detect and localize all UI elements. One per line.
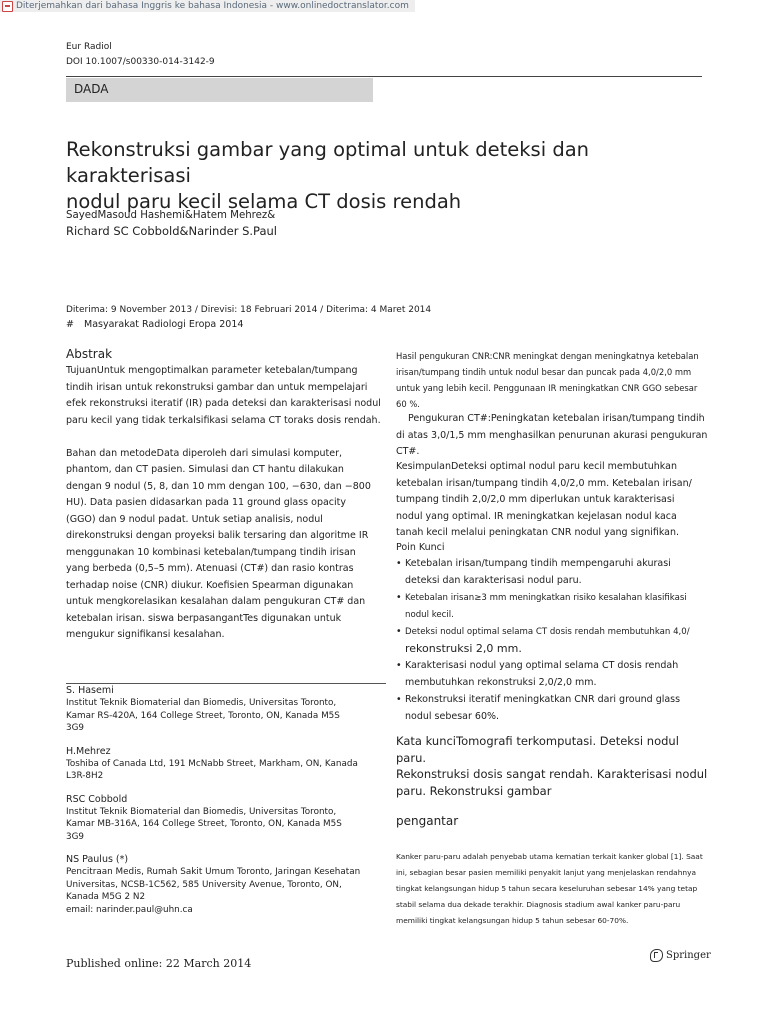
abstract-line: TujuanUntuk mengoptimalkan parameter ketebalan/tumpang (66, 365, 358, 376)
keywords-line: Rekonstruksi dosis sangat rendah. Karakterisasi nodul (396, 767, 708, 781)
intro-paragraph (396, 849, 708, 929)
results-line: untuk yang lebih kecil. Penggunaan IR meningkatkan CNR GGO sebesar (396, 383, 698, 393)
abstract-line (66, 429, 386, 446)
keywords-line: Kata kunciTomografi terkomputasi. Deteksi nodul paru. (396, 734, 679, 765)
authors-line: SayedMasoud Hashemi&Hatem Mehrez& (66, 210, 276, 221)
affiliation-line: Institut Teknik Biomaterial dan Biomedis, Universitas Toronto, (66, 806, 337, 817)
dates-line: Diterima: 9 November 2013 / Direvisi: 18 Februari 2014 / Diterima: 4 Maret 2014 (66, 305, 432, 315)
intro-line: Kanker paru-paru adalah penyebab utama kematian terkait kanker global [1]. Saat (396, 852, 703, 861)
conclusion-line: nodul yang optimal. IR meningkatkan kejelasan nodul kaca (396, 510, 677, 522)
key-point-line: rekonstruksi 2,0 mm. (405, 641, 522, 655)
abstract-line: yang berbeda (0,5–5 mm). Atenuasi (CT#) dan rasio kontras (66, 563, 354, 574)
email-line: email: narinder.paul@uhn.ca (66, 904, 193, 915)
affiliation-name: RSC Cobbold (66, 793, 128, 805)
society-text: Masyarakat Radiologi Eropa 2014 (84, 319, 244, 330)
abstract-line: HU). Data pasien didasarkan pada 11 ground glass opacity (66, 497, 347, 508)
affiliation-name: NS Paulus (*) (66, 854, 129, 865)
key-point-line: • Deteksi nodul optimal selama CT dosis rendah membutuhkan 4,0/ (405, 627, 690, 637)
springer-horse-icon (650, 949, 663, 962)
abstract-line: paru kecil yang tidak terkalsifikasi selama CT toraks dosis rendah. (66, 414, 381, 426)
abstract-line: direkonstruksi dengan proyeksi balik tersaring dan algoritme IR (66, 530, 369, 541)
affiliation-name: H.Mehrez (66, 745, 111, 757)
publisher-logo (650, 949, 711, 962)
results-line: 60 %. (396, 399, 420, 409)
ct-line: CT#. (396, 446, 420, 457)
society-symbol: # (66, 319, 74, 330)
results-line: Hasil pengukuran CNR:CNR meningkat dengan meningkatnya ketebalan (396, 351, 699, 361)
article-title (66, 137, 706, 215)
conclusion-line: ketebalan irisan/tumpang tindih 4,0/2,0 mm. Ketebalan irisan/ (396, 477, 692, 489)
affiliation-line: Kanada M5G 2 N2 (66, 892, 146, 902)
key-point-item (396, 692, 708, 725)
key-point-line: deteksi dan karakterisasi nodul paru. (405, 574, 582, 586)
key-points-heading: Poin Kunci (396, 542, 445, 553)
title-line: nodul paru kecil selama CT dosis rendah (66, 190, 462, 213)
doi: DOI 10.1007/s00330-014-3142-9 (66, 57, 215, 67)
intro-line: tingkat kelangsungan hidup 5 tahun secara keseluruhan sebesar 14% yang tetap (396, 884, 698, 893)
ct-line: Pengukuran CT#:Peningkatan ketebalan irisan/tumpang tindih (408, 413, 705, 424)
abstract-line: efek rekonstruksi iteratif (IR) pada deteksi dan karakterisasi nodul (66, 398, 381, 409)
affiliation-line: Institut Teknik Biomaterial dan Biomedis, Universitas Toronto, (66, 698, 337, 708)
abstract-line: ketebalan irisan. siswa berpasangantTes digunakan untuk (66, 612, 342, 624)
society-line (66, 319, 243, 330)
keywords-line: paru. Rekonstruksi gambar (396, 783, 552, 798)
intro-line: stabil selama dua dekade terakhir. Diagnosis stadium awal kanker paru-paru (396, 900, 681, 909)
key-points-list (396, 556, 708, 726)
key-point-line: membutuhkan rekonstruksi 2,0/2,0 mm. (405, 676, 597, 688)
publisher-name: Springer (666, 950, 711, 961)
affiliation-line: Kamar RS-420A, 164 College Street, Toronto, ON, Kanada M5S (66, 710, 340, 721)
conclusion-paragraph (396, 459, 708, 542)
affiliation-line: Toshiba of Canada Ltd, 191 McNabb Street, Markham, ON, Kanada (66, 758, 358, 769)
abstract-line: (GGO) dan 9 nodul padat. Untuk setiap analisis, nodul (66, 513, 323, 525)
affiliation-line: 3G9 (66, 831, 85, 842)
key-point-line: nodul kecil. (405, 609, 454, 620)
pdf-icon (2, 1, 13, 12)
journal-name: Eur Radiol (66, 42, 112, 52)
affiliation-block (66, 684, 386, 735)
key-point-line: • Ketebalan irisan≥3 mm meningkatkan risiko kesalahan klasifikasi (405, 593, 687, 603)
translator-banner[interactable] (0, 0, 415, 12)
key-point-item (396, 658, 708, 691)
abstract-line: terhadap noise (CNR) diukur. Koefisien Spearman digunakan (66, 579, 354, 591)
affiliation-line: Pencitraan Medis, Rumah Sakit Umum Toronto, Jaringan Kesehatan (66, 867, 361, 877)
abstract-line: phantom, dan CT pasien. Simulasi dan CT hantu dilakukan (66, 464, 344, 475)
keywords (396, 733, 708, 799)
conclusion-line: tumpang tindih 2,0/2,0 mm diperlukan untuk karakterisasi (396, 494, 675, 505)
affiliation-line: Universitas, NCSB-1C562, 585 University Avenue, Toronto, ON, (66, 879, 342, 890)
affiliation-line: Kamar MB-316A, 164 College Street, Toronto, ON, Kanada M5S (66, 819, 342, 829)
key-point-line: • Karakterisasi nodul yang optimal selama CT dosis rendah (405, 660, 679, 671)
authors-line: Richard SC Cobbold&Narinder S.Paul (66, 224, 277, 238)
abstract-line: tindih irisan untuk rekonstruksi gambar dan untuk mempelajari (66, 381, 368, 393)
abstract-body (66, 363, 386, 644)
results-line: irisan/tumpang tindih untuk nodul besar dan puncak pada 4,0/2,0 mm (396, 367, 692, 377)
abstract-line: mengukur signifikansi kesalahan. (66, 629, 225, 640)
intro-line: memiliki tingkat kelangsungan hidup 5 tahun sebesar 60-70%. (396, 916, 629, 925)
affiliation-line: 3G9 (66, 723, 85, 733)
conclusion-line: KesimpulanDeteksi optimal nodul paru kecil membutuhkan (396, 461, 677, 472)
ct-line: di atas 3,0/1,5 mm menghasilkan penurunan akurasi pengukuran (396, 429, 708, 441)
published-online: Published online: 22 March 2014 (66, 957, 252, 970)
abstract-line: menggunakan 10 kombinasi ketebalan/tumpang tindih irisan (66, 546, 356, 558)
abstract-heading: Abstrak (66, 347, 113, 361)
translator-banner-text: Diterjemahkan dari bahasa Inggris ke bahasa Indonesia - www.onlinedoctranslator.com (16, 1, 409, 11)
abstract-line: dengan 9 nodul (5, 8, dan 10 mm dengan 100, −630, dan −800 (66, 480, 371, 492)
affiliation-block (66, 853, 386, 916)
intro-heading: pengantar (396, 814, 459, 828)
results-paragraph (396, 348, 708, 412)
affiliation-block (66, 793, 386, 844)
affiliations (66, 683, 386, 926)
key-point-line: nodul sebesar 60%. (405, 710, 500, 722)
key-point-item (396, 624, 708, 657)
section-tag: DADA (66, 78, 373, 102)
affiliation-line: L3R-8H2 (66, 771, 104, 781)
key-point-line: • Ketebalan irisan/tumpang tindih mempengaruhi akurasi (405, 558, 671, 569)
abstract-line: Bahan dan metodeData diperoleh dari simulasi komputer, (66, 447, 343, 459)
conclusion-line: tanah kecil melalui peningkatan CNR nodul yang signifikan. (396, 527, 680, 538)
affiliation-name: S. Hasemi (66, 685, 114, 696)
header-rule (66, 76, 702, 77)
key-point-item (396, 556, 708, 589)
title-line: Rekonstruksi gambar yang optimal untuk deteksi dan karakterisasi (66, 138, 590, 187)
key-point-line: • Rekonstruksi iteratif meningkatkan CNR dari ground glass (405, 694, 681, 705)
key-point-item (396, 590, 708, 623)
abstract-line: untuk mengkorelasikan kesalahan dalam pengukuran CT# dan (66, 596, 366, 607)
intro-line: ini, sebagian besar pasien memiliki penyakit lanjut yang menjelaskan rendahnya (396, 868, 696, 877)
affiliation-block (66, 745, 386, 783)
ct-paragraph (396, 411, 708, 461)
